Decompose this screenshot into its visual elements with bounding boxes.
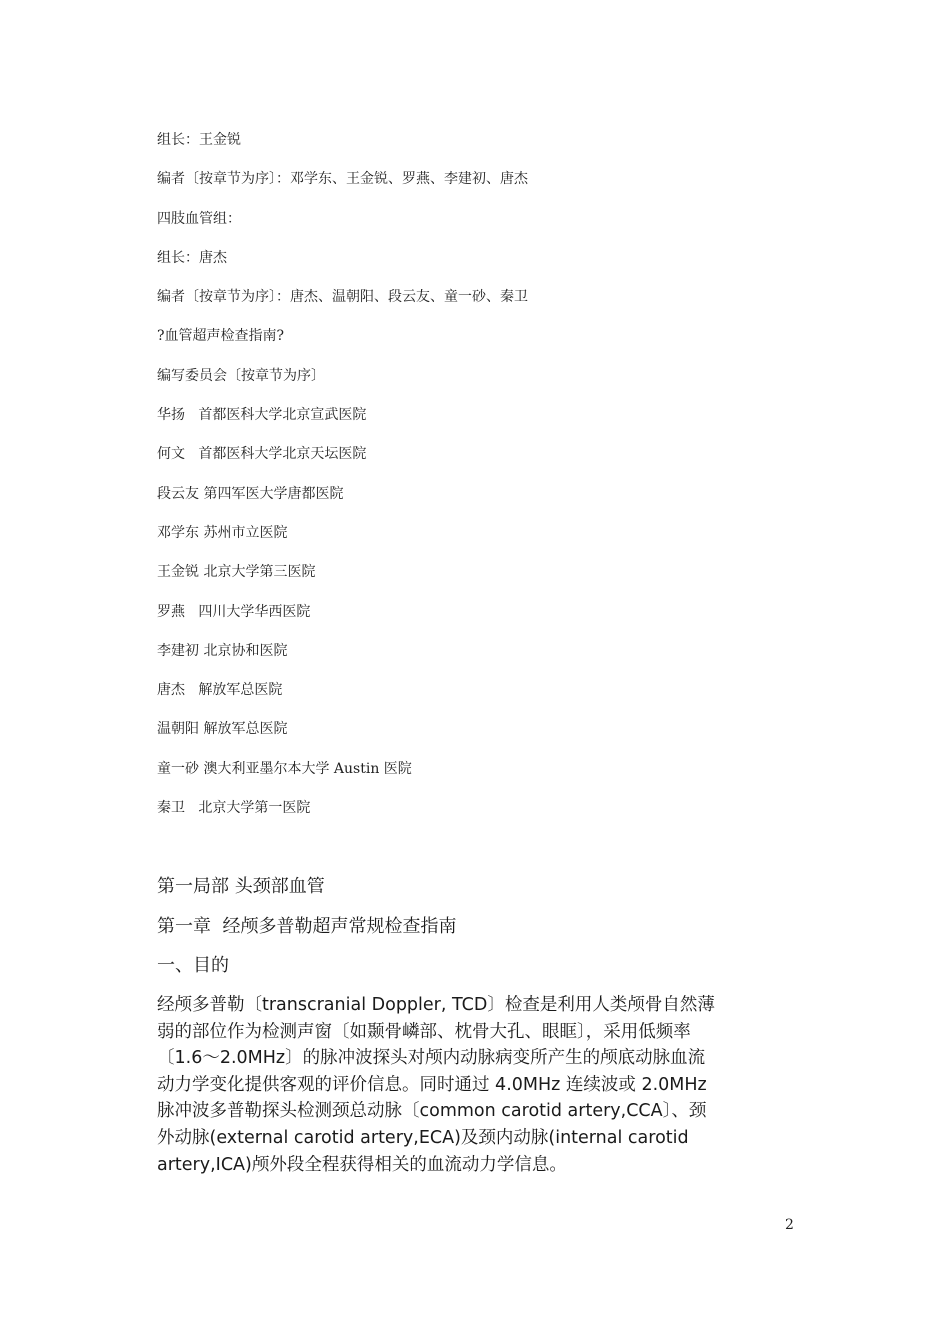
page-number: 2 (785, 1217, 794, 1233)
list-item: 李建初 北京协和医院 (157, 642, 288, 659)
list-item: 秦卫 北京大学第一医院 (157, 800, 311, 817)
list-item: 编写委员会〔按章节为序〕 (157, 367, 325, 384)
list-item: 邓学东 苏州市立医院 (157, 524, 288, 541)
list-item: 唐杰 解放军总医院 (157, 682, 283, 699)
list-item: ?血管超声检查指南? (157, 328, 285, 345)
body-paragraph (157, 992, 797, 1178)
paragraph-line: 〔1.6～2.0MHz〕的脉冲波探头对颅内动脉病变所产生的颅底动脉血流 (157, 1048, 706, 1069)
paragraph-line: 外动脉(external carotid artery,ECA)及颈内动脉(internal carotid (157, 1127, 689, 1148)
list-item: 四肢血管组： (157, 210, 241, 227)
list-item: 童一砂 澳大利亚墨尔本大学 Austin 医院 (157, 760, 412, 777)
list-item: 编者〔按章节为序〕：唐杰、温朝阳、段云友、童一砂、秦卫 (157, 289, 528, 306)
list-item: 温朝阳 解放军总医院 (157, 721, 288, 738)
list-item: 段云友 第四军医大学唐都医院 (157, 485, 344, 502)
paragraph-line: 脉冲波多普勒探头检测颈总动脉〔common carotid artery,CCA〕、颈 (157, 1101, 707, 1122)
editorial-committee-list (157, 131, 857, 838)
paragraph-line: 弱的部位作为检测声窗〔如颞骨嶙部、枕骨大孔、眼眶〕，采用低频率 (157, 1021, 691, 1042)
paragraph-line: artery,ICA)颅外段全程获得相关的血流动力学信息。 (157, 1154, 567, 1175)
chapter-title: 第一章 经颅多普勒超声常规检查指南 (157, 915, 457, 937)
section-title: 一、目的 (157, 955, 229, 976)
list-item: 组长：王金锐 (157, 132, 241, 148)
section-headings (157, 874, 837, 993)
paragraph-line: 动力学变化提供客观的评价信息。同时通过 4.0MHz 连续波或 2.0MHz (157, 1074, 707, 1095)
paragraph-line: 经颅多普勒〔transcranial Doppler, TCD〕检查是利用人类颅骨自然薄 (157, 995, 715, 1015)
part-title: 第一局部 头颈部血管 (157, 876, 325, 897)
list-item: 华扬 首都医科大学北京宣武医院 (157, 407, 367, 424)
list-item: 何文 首都医科大学北京天坛医院 (157, 446, 367, 463)
list-item: 王金锐 北京大学第三医院 (157, 564, 316, 581)
list-item: 罗燕 四川大学华西医院 (157, 603, 311, 620)
list-item: 组长：唐杰 (157, 249, 227, 266)
list-item: 编者〔按章节为序〕：邓学东、王金锐、罗燕、李建初、唐杰 (157, 171, 528, 188)
